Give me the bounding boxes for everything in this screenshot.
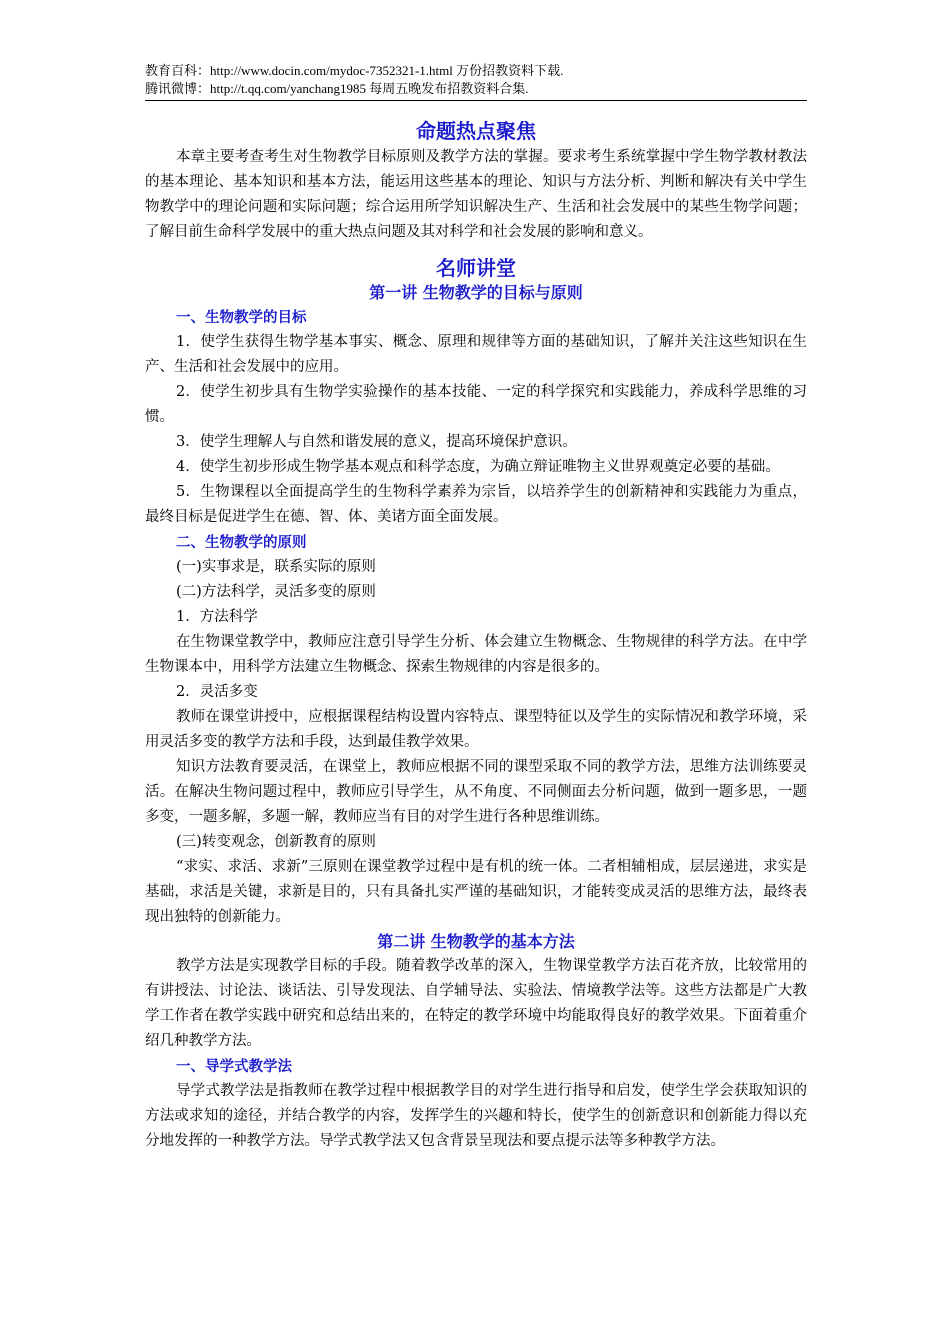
document-page: [145, 62, 807, 1154]
lecture2-part1-paragraph: 导学式教学法是指教师在教学过程中根据教学目的对学生进行指导和启发，使学生学会获取知识的方法或求知的途径，并结合教学的内容，发挥学生的兴趣和特长，使学生的创新意识和创新能力得以充分地发挥的一种教学方法。导学式教学法又包含背景呈现法和要点提示法等多种教学方法。: [145, 1083, 807, 1149]
flexible-paragraph-1: 教师在课堂讲授中，应根据课程结构设置内容特点、课型特征以及学生的实际情况和教学环境，采用灵活多变的教学方法和手段，达到最佳教学效果。: [145, 709, 807, 750]
principle-3: (三)转变观念，创新教育的原则: [176, 834, 376, 850]
goal-item: 1．使学生获得生物学基本事实、概念、原理和规律等方面的基础知识，了解并关注这些知识在生产、生活和社会发展中的应用。: [145, 334, 807, 375]
section-title: 名师讲堂: [436, 256, 516, 280]
principle-3-paragraph: “求实、求活、求新”三原则在课堂教学过程中是有机的统一体。二者相辅相成，层层递进，求实是基础，求活是关键，求新是目的，只有具备扎实严谨的基础知识，才能转变成灵活的思维方法，最终表现出独特的创新能力。: [145, 859, 807, 925]
main-title: 命题热点聚焦: [416, 119, 536, 143]
sub-heading-method: 1．方法科学: [176, 609, 258, 625]
intro-paragraph: 本章主要考查考生对生物教学目标原则及教学方法的掌握。要求考生系统掌握中学生物学教材教法的基本理论、基本知识和基本方法，能运用这些基本的理论、知识与方法分析、判断和解决有关中学生物教学中的理论问题和实际问题；综合运用所学知识解决生产、生活和社会发展中的某些生物学问题；了解目前生命科学发展中的重大热点问题及其对科学和社会发展的影响和意义。: [145, 149, 807, 240]
goal-item: 4．使学生初步形成生物学基本观点和科学态度，为确立辩证唯物主义世界观奠定必要的基础。: [176, 459, 780, 475]
principle-1: (一)实事求是，联系实际的原则: [176, 559, 376, 575]
lecture1-title: 第一讲 生物教学的目标与原则: [369, 283, 583, 302]
page-header: [145, 62, 807, 98]
lecture2-intro: 教学方法是实现教学目标的手段。随着教学改革的深入，生物课堂教学方法百花齐放，比较常用的有讲授法、讨论法、谈话法、引导发现法、自学辅导法、实验法、情境教学法等。这些方法都是广大教学工作者在教学实践中研究和总结出来的，在特定的教学环境中均能取得良好的教学效果。下面着重介绍几种教学方法。: [145, 958, 807, 1049]
sub-heading-flexible: 2．灵活多变: [176, 684, 258, 700]
principle-2: (二)方法科学，灵活多变的原则: [176, 584, 376, 600]
method-paragraph: 在生物课堂教学中，教师应注意引导学生分析、体会建立生物概念、生物规律的科学方法。在中学生物课本中，用科学方法建立生物概念、探索生物规律的内容是很多的。: [145, 634, 807, 675]
lecture1-part2-heading: 二、生物教学的原则: [176, 534, 307, 551]
lecture1-part1-heading: 一、生物教学的目标: [176, 309, 307, 326]
goal-item: 3．使学生理解人与自然和谐发展的意义，提高环境保护意识。: [176, 434, 577, 450]
lecture2-title: 第二讲 生物教学的基本方法: [377, 932, 575, 951]
goal-item: 5．生物课程以全面提高学生的生物科学素养为宗旨，以培养学生的创新精神和实践能力为重点，最终目标是促进学生在德、智、体、美诸方面全面发展。: [145, 484, 807, 525]
goal-item: 2．使学生初步具有生物学实验操作的基本技能、一定的科学探究和实践能力，养成科学思维的习惯。: [145, 384, 807, 425]
header-line-weibo: 腾讯微博：http://t.qq.com/yanchang1985 每周五晚发布招教资料合集.: [145, 81, 529, 96]
flexible-paragraph-2: 知识方法教育要灵活，在课堂上，教师应根据不同的课型采取不同的教学方法，思维方法训练要灵活。在解决生物问题过程中，教师应引导学生，从不角度、不同侧面去分析问题，做到一题多思，一题多变，一题多解，多题一解，教师应当有目的对学生进行各种思维训练。: [145, 759, 807, 825]
header-divider: [145, 100, 807, 101]
header-line-docin: 教育百科：http://www.docin.com/mydoc-7352321-1.html 万份招教资料下载.: [145, 63, 564, 78]
lecture2-part1-heading: 一、导学式教学法: [176, 1058, 292, 1075]
